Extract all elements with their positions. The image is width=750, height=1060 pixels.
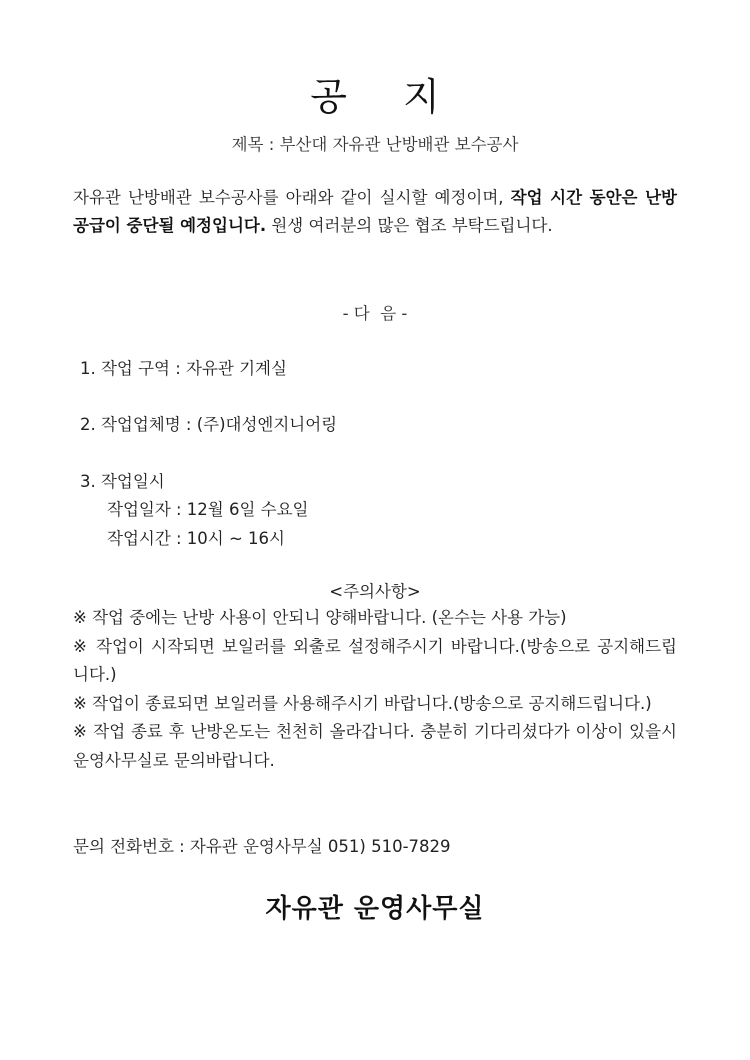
page-title: 공 지	[310, 75, 462, 119]
caution-item: ※ 작업이 종료되면 보일러를 사용해주시기 바랍니다.(방송으로 공지해드립니다.)	[73, 693, 652, 713]
section-heading-next: - 다 음 -	[342, 304, 408, 323]
contact-phone: 문의 전화번호 : 자유관 운영사무실 051) 510-7829	[73, 837, 451, 856]
schedule-item: 3. 작업일시	[80, 472, 165, 491]
caution-item: ※ 작업이 시작되면 보일러를 외출로 설정해주시기 바랍니다.(방송으로 공지해드립니다.)	[73, 636, 677, 684]
work-date: 작업일자 : 12월 6일 수요일	[107, 500, 309, 519]
caution-list	[73, 604, 677, 775]
caution-item: ※ 작업 중에는 난방 사용이 안되니 양해바랍니다. (온수는 사용 가능)	[73, 608, 567, 627]
intro-text-end: 원생 여러분의 많은 협조 부탁드립니다.	[266, 216, 553, 235]
intro-emphasis: 작업 시간 동안은 난방 공급이 중단될 예정입니다.	[73, 188, 677, 235]
work-area-item: 1. 작업 구역 : 자유관 기계실	[80, 359, 287, 378]
office-signature: 자유관 운영사무실	[265, 894, 485, 924]
caution-heading: <주의사항>	[329, 582, 421, 601]
caution-item: ※ 작업 종료 후 난방온도는 천천히 올라갑니다. 충분히 기다리셨다가 이상이 있을시 운영사무실로 문의바랍니다.	[73, 722, 677, 770]
contractor-item: 2. 작업업체명 : (주)대성엔지니어링	[80, 415, 338, 434]
intro-text: 자유관 난방배관 보수공사를 아래와 같이 실시할 예정이며,	[73, 188, 511, 207]
work-time: 작업시간 : 10시 ~ 16시	[107, 529, 285, 548]
notice-subject: 제목 : 부산대 자유관 난방배관 보수공사	[231, 135, 519, 154]
intro-paragraph	[73, 184, 677, 240]
